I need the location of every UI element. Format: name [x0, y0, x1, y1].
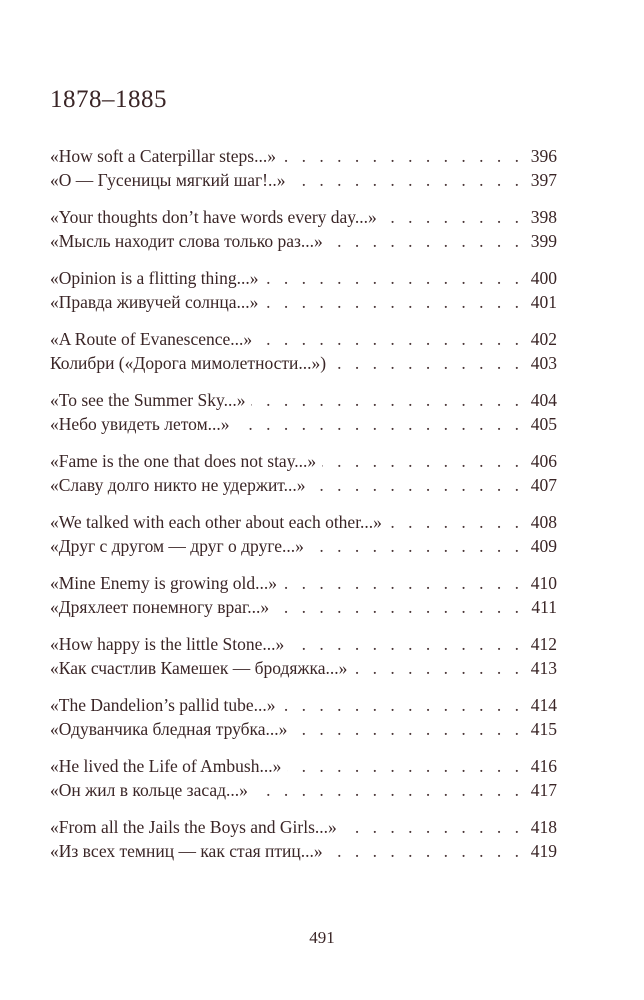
entry-page-number: 412 — [530, 634, 557, 654]
dot-leader — [353, 656, 519, 680]
entry-title: «He lived the Life of Ambush...» — [50, 756, 282, 776]
entry-title: «A Route of Evanescence...» — [50, 329, 253, 349]
toc-group — [50, 815, 557, 863]
dot-leader — [287, 754, 519, 778]
entry-title: «Как счастлив Камешек — бродяжка...» — [50, 658, 348, 678]
entry-page-number: 416 — [530, 756, 557, 776]
entry-title: «Mine Enemy is growing old...» — [50, 573, 277, 593]
entry-page-number: 400 — [530, 268, 557, 288]
toc-entry — [50, 656, 557, 680]
dot-leader — [329, 839, 519, 863]
toc-entry — [50, 778, 557, 802]
toc-entry — [50, 229, 557, 253]
entry-title: «How happy is the little Stone...» — [50, 634, 285, 654]
entry-title: «Fame is the one that does not stay...» — [50, 451, 317, 471]
entry-title: «Из всех темниц — как стая птиц...» — [50, 841, 323, 861]
toc-group — [50, 571, 557, 619]
entry-page-number: 403 — [530, 353, 557, 373]
dot-leader — [258, 327, 519, 351]
toc-entry — [50, 449, 557, 473]
entry-title: «Opinion is a flitting thing...» — [50, 268, 259, 288]
entry-title: «Дряхлеет понемногу враг...» — [50, 597, 270, 617]
toc-entry — [50, 412, 557, 436]
dot-leader — [275, 595, 519, 619]
toc-entry — [50, 290, 557, 314]
dot-leader — [310, 534, 519, 558]
table-of-contents — [50, 144, 557, 876]
toc-entry — [50, 632, 557, 656]
entry-title: «Your thoughts don’t have words every day...» — [50, 207, 377, 227]
dot-leader — [388, 510, 519, 534]
dot-leader — [283, 571, 519, 595]
toc-group — [50, 632, 557, 680]
toc-entry — [50, 205, 557, 229]
dot-leader — [343, 815, 519, 839]
toc-group — [50, 693, 557, 741]
entry-page-number: 406 — [530, 451, 557, 471]
entry-page-number: 401 — [530, 292, 557, 312]
entry-page-number: 399 — [530, 231, 557, 251]
dot-leader — [332, 351, 519, 375]
toc-entry — [50, 717, 557, 741]
dot-leader — [282, 144, 519, 168]
dot-leader — [322, 449, 519, 473]
dot-leader — [282, 693, 519, 717]
toc-entry — [50, 327, 557, 351]
toc-entry — [50, 351, 557, 375]
dot-leader — [290, 632, 519, 656]
section-title: 1878–1885 — [50, 86, 167, 113]
entry-title: «О — Гусеницы мягкий шаг!..» — [50, 170, 286, 190]
entry-page-number: 410 — [530, 573, 557, 593]
entry-page-number: 418 — [530, 817, 557, 837]
toc-group — [50, 205, 557, 253]
toc-group — [50, 754, 557, 802]
toc-entry — [50, 510, 557, 534]
entry-page-number: 397 — [530, 170, 557, 190]
entry-title: «To see the Summer Sky...» — [50, 390, 246, 410]
toc-entry — [50, 815, 557, 839]
dot-leader — [264, 290, 519, 314]
page-number: 491 — [309, 928, 335, 947]
entry-page-number: 408 — [530, 512, 557, 532]
entry-page-number: 407 — [530, 475, 557, 495]
entry-page-number: 404 — [530, 390, 557, 410]
toc-entry — [50, 388, 557, 412]
toc-group — [50, 510, 557, 558]
entry-title: «From all the Jails the Boys and Girls...» — [50, 817, 337, 837]
dot-leader — [293, 717, 519, 741]
entry-title: «Мысль находит слова только раз...» — [50, 231, 323, 251]
entry-title: «Славу долго никто не удержит...» — [50, 475, 306, 495]
dot-leader — [265, 266, 519, 290]
toc-entry — [50, 754, 557, 778]
toc-entry — [50, 693, 557, 717]
entry-page-number: 409 — [530, 536, 557, 556]
entry-title: «Правда живучей солнца...» — [50, 292, 259, 312]
entry-title: «We talked with each other about each other...» — [50, 512, 382, 532]
toc-entry — [50, 534, 557, 558]
entry-page-number: 414 — [530, 695, 557, 715]
entry-title: «Он жил в кольце засад...» — [50, 780, 248, 800]
entry-page-number: 413 — [530, 658, 557, 678]
entry-title: «Друг с другом — друг о друге...» — [50, 536, 304, 556]
entry-page-number: 417 — [530, 780, 557, 800]
entry-title: «How soft a Caterpillar steps...» — [50, 146, 276, 166]
dot-leader — [329, 229, 519, 253]
dot-leader — [383, 205, 519, 229]
entry-page-number: 405 — [530, 414, 557, 434]
toc-entry — [50, 595, 557, 619]
entry-page-number: 402 — [530, 329, 557, 349]
entry-title: «The Dandelion’s pallid tube...» — [50, 695, 276, 715]
dot-leader — [312, 473, 519, 497]
entry-page-number: 396 — [530, 146, 557, 166]
toc-entry — [50, 571, 557, 595]
entry-page-number: 411 — [531, 597, 557, 617]
toc-entry — [50, 473, 557, 497]
toc-group — [50, 144, 557, 192]
dot-leader — [254, 778, 519, 802]
toc-group — [50, 266, 557, 314]
entry-page-number: 419 — [530, 841, 557, 861]
entry-title: Колибри («Дорога мимолетности...») — [50, 353, 327, 373]
entry-page-number: 398 — [530, 207, 557, 227]
toc-entry — [50, 168, 557, 192]
entry-title: «Одуванчика бледная трубка...» — [50, 719, 288, 739]
dot-leader — [236, 412, 519, 436]
dot-leader — [251, 388, 519, 412]
dot-leader — [291, 168, 519, 192]
toc-entry — [50, 266, 557, 290]
toc-group — [50, 327, 557, 375]
entry-title: «Небо увидеть летом...» — [50, 414, 230, 434]
toc-group — [50, 449, 557, 497]
entry-page-number: 415 — [530, 719, 557, 739]
toc-group — [50, 388, 557, 436]
toc-entry — [50, 839, 557, 863]
toc-entry — [50, 144, 557, 168]
